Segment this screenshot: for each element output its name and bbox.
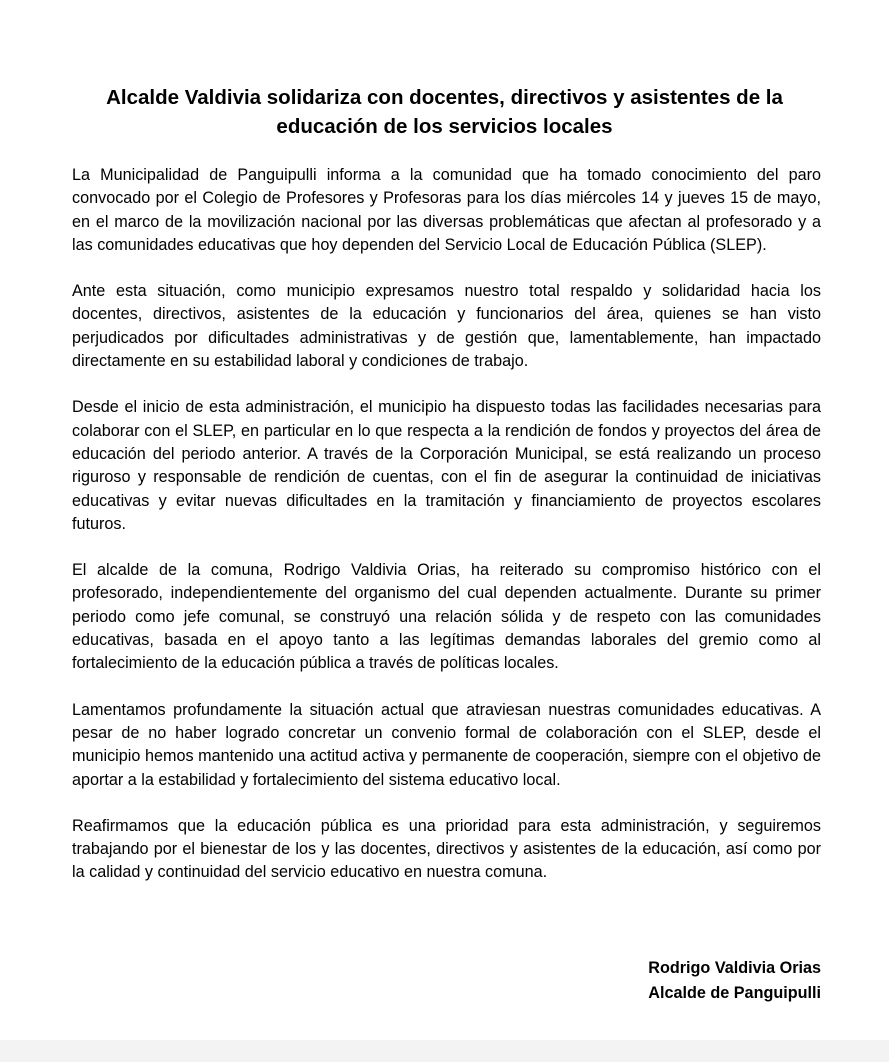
paragraph-3: Desde el inicio de esta administración, el municipio ha dispuesto todas las facilidades necesarias para colaborar con el SLEP, en particular en lo que respecta a la rendición de fondos y proyectos del área de educación del periodo anterior. A través de la Corporación Municipal, se está realizando un proceso riguroso y responsable de rendición de cuentas, con el fin de asegurar la continuidad de iniciativas educativas y evitar nuevas dificultades en la tramitación y financiamiento de proyectos escolares futuros. (72, 398, 821, 533)
document-title: Alcalde Valdivia solidariza con docentes, directivos y asistentes de la educación de los servicios locales (106, 86, 783, 138)
paragraph-5: Lamentamos profundamente la situación actual que atraviesan nuestras comunidades educativas. A pesar de no haber logrado concretar un convenio formal de colaboración con el SLEP, desde el municipio hemos mantenido una actitud activa y permanente de cooperación, siempre con el objetivo de aportar a la estabilidad y fortalecimiento del sistema educativo local. (72, 700, 821, 789)
paragraph-4: El alcalde de la comuna, Rodrigo Valdivia Orias, ha reiterado su compromiso histórico con el profesorado, independientemente del organismo del cual dependen actualmente. Durante su primer periodo como jefe comunal, se construyó una relación sólida y de respeto con las comunidades educativas, basada en el apoyo tanto a las legítimas demandas laborales del gremio como al fortalecimiento de la educación pública a través de políticas locales. (72, 561, 821, 673)
signature-name: Rodrigo Valdivia Orias (648, 959, 821, 977)
signature-block (648, 956, 821, 1005)
paragraph-1: La Municipalidad de Panguipulli informa a la comunidad que ha tomado conocimiento del paro convocado por el Colegio de Profesores y Profesoras para los días miércoles 14 y jueves 15 de mayo, en el marco de la movilización nacional por las diversas problemáticas que afectan al profesorado y a las comunidades educativas que hoy dependen del Servicio Local de Educación Pública (SLEP). (72, 166, 821, 254)
paragraph-2: Ante esta situación, como municipio expresamos nuestro total respaldo y solidaridad hacia los docentes, directivos, asistentes de la educación y funcionarios del área, quienes se han visto perjudicados por dificultades administrativas y de gestión que, lamentablemente, han impactado directamente en su estabilidad laboral y condiciones de trabajo. (72, 282, 821, 371)
signature-role: Alcalde de Panguipulli (648, 983, 821, 1002)
document-body (72, 164, 821, 908)
page-bottom-edge (0, 1040, 889, 1062)
paragraph-6: Reafirmamos que la educación pública es una prioridad para esta administración, y seguiremos trabajando por el bienestar de los y las docentes, directivos y asistentes de la educación, así como por la calidad y continuidad del servicio educativo en nuestra comuna. (72, 816, 821, 882)
